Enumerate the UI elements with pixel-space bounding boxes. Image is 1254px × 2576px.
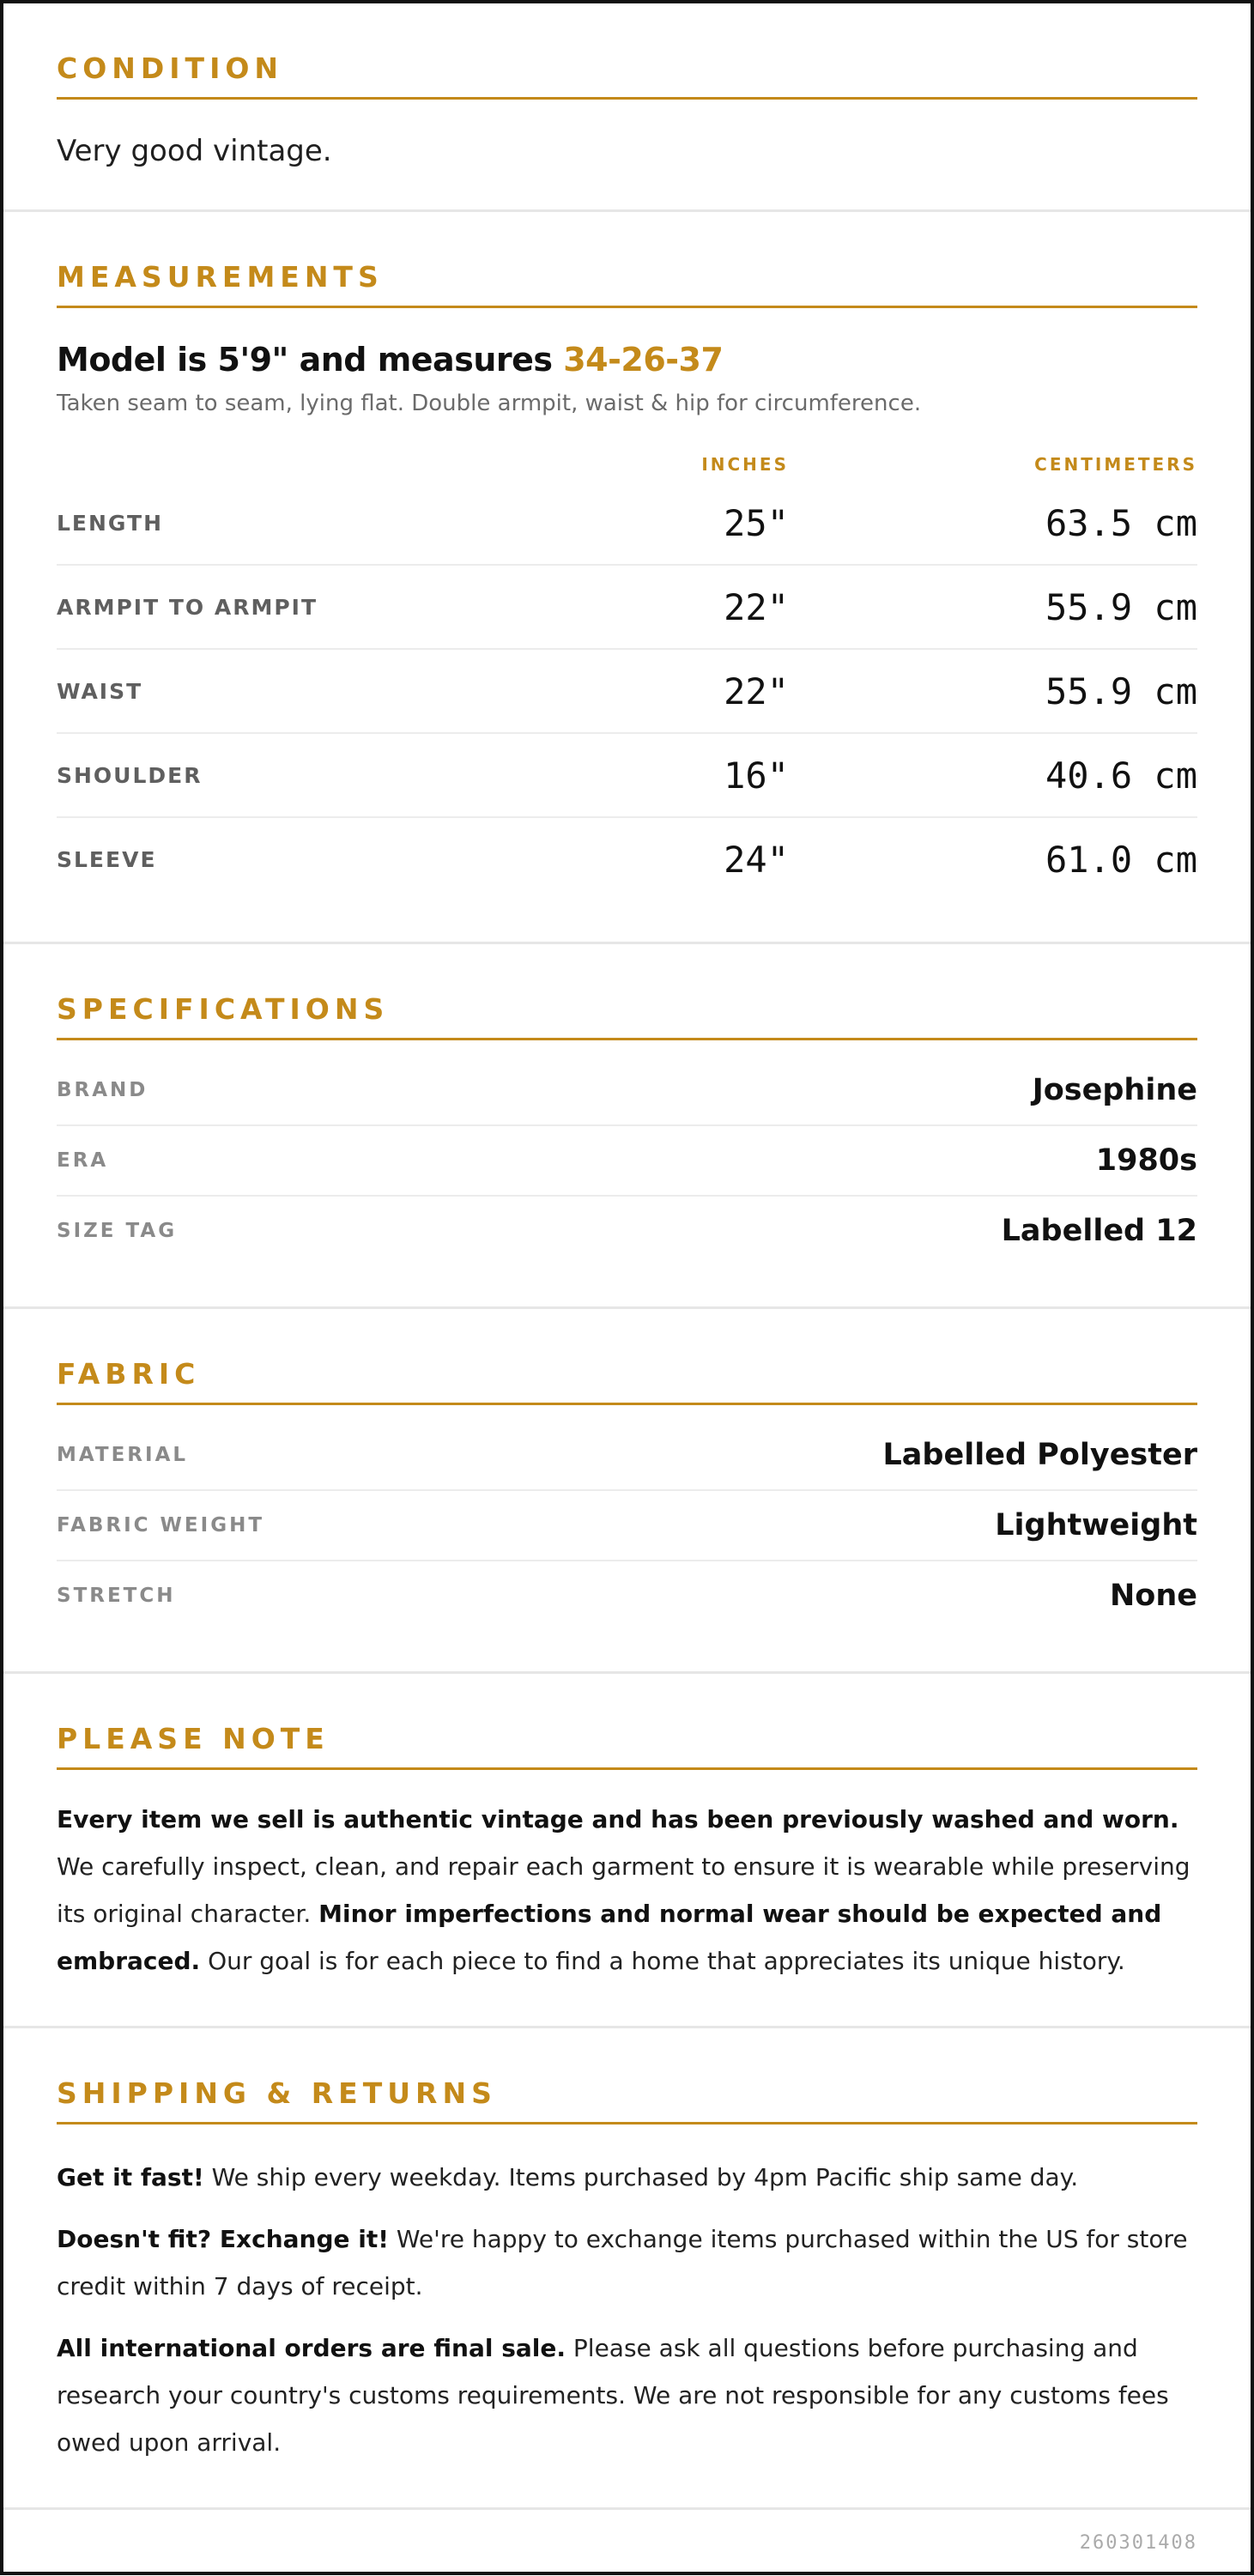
- header-inches: INCHES: [701, 454, 789, 475]
- measurement-label: SLEEVE: [57, 846, 157, 872]
- fabric-key: MATERIAL: [57, 1444, 189, 1466]
- condition-heading: CONDITION: [57, 52, 1197, 100]
- spec-row: [57, 1197, 1197, 1265]
- model-measures: 34-26-37: [563, 341, 724, 379]
- spec-key: SIZE TAG: [57, 1220, 178, 1242]
- fabric-key: STRETCH: [57, 1585, 176, 1607]
- measurements-table: [57, 447, 1197, 900]
- shipping-text: We're happy to exchange items purchased within the US for store credit within 7 days of receipt.: [57, 2225, 1188, 2300]
- shipping-text: Please ask all questions before purchasing and research your country's customs requirements. We are not responsible for any customs fees owed upon arrival.: [57, 2334, 1169, 2457]
- note-bold-2: Minor imperfections and normal wear should be expected and embraced.: [57, 1900, 1162, 1975]
- model-line: [57, 341, 1197, 379]
- shipping-text: We ship every weekday. Items purchased by 4pm Pacific ship same day.: [203, 2163, 1079, 2191]
- measurement-row: [57, 566, 1197, 650]
- measurement-cm: 61.0 cm: [1045, 838, 1197, 881]
- spec-value: Labelled 12: [1001, 1214, 1197, 1248]
- measurement-label: LENGTH: [57, 510, 163, 536]
- note-text-2: Our goal is for each piece to find a home that appreciates its unique history.: [200, 1947, 1125, 1975]
- fabric-list: [57, 1421, 1197, 1630]
- shipping-bold: All international orders are final sale.: [57, 2334, 566, 2362]
- measurement-label: WAIST: [57, 678, 143, 704]
- spec-row: [57, 1056, 1197, 1126]
- fabric-value: Lightweight: [995, 1508, 1197, 1543]
- header-centimeters: CENTIMETERS: [1034, 454, 1197, 475]
- measurement-row: [57, 482, 1197, 566]
- shipping-paragraph: [57, 2215, 1197, 2310]
- note-bold-1: Every item we sell is authentic vintage and has been previously washed and worn.: [57, 1805, 1179, 1834]
- measurement-inches: 16": [724, 754, 789, 797]
- shipping-paragraph: [57, 2154, 1197, 2201]
- measurement-inches: 25": [724, 501, 789, 544]
- shipping-paragraph: [57, 2324, 1197, 2466]
- fabric-heading: FABRIC: [57, 1357, 1197, 1405]
- measurement-inches: 22": [724, 670, 789, 712]
- fabric-row: [57, 1561, 1197, 1630]
- footer: [3, 2510, 1251, 2576]
- measurements-table-header: [57, 447, 1197, 482]
- measurement-inches: 24": [724, 838, 789, 881]
- note-text-1: We carefully inspect, clean, and repair each garment to ensure it is wearable while preserving its original character.: [57, 1852, 1190, 1928]
- measurement-cm: 55.9 cm: [1045, 670, 1197, 712]
- specifications-list: [57, 1056, 1197, 1265]
- condition-text: Very good vintage.: [57, 134, 332, 168]
- specifications-section: [3, 944, 1251, 1309]
- spec-key: BRAND: [57, 1079, 148, 1101]
- fabric-section: [3, 1309, 1251, 1674]
- product-id: 260301408: [1079, 2532, 1197, 2554]
- measurement-row: [57, 650, 1197, 734]
- spec-row: [57, 1126, 1197, 1197]
- condition-section: [3, 3, 1251, 212]
- measurements-section: [3, 212, 1251, 944]
- shipping-bold: Get it fast!: [57, 2163, 204, 2191]
- shipping-content: [57, 2154, 1197, 2466]
- measurement-cm: 63.5 cm: [1045, 501, 1197, 544]
- shipping-heading: SHIPPING & RETURNS: [57, 2076, 1197, 2124]
- shipping-section: [3, 2028, 1251, 2510]
- specifications-heading: SPECIFICATIONS: [57, 992, 1197, 1040]
- measurement-label: SHOULDER: [57, 762, 203, 788]
- spec-value: Josephine: [1032, 1073, 1197, 1107]
- fabric-value: None: [1110, 1579, 1197, 1613]
- note-paragraph: [57, 1796, 1197, 1985]
- fabric-value: Labelled Polyester: [882, 1438, 1197, 1472]
- note-section: [3, 1674, 1251, 2028]
- spec-value: 1980s: [1095, 1143, 1197, 1178]
- shipping-bold: Doesn't fit? Exchange it!: [57, 2225, 389, 2253]
- measurement-row: [57, 818, 1197, 900]
- measurements-subtitle: Taken seam to seam, lying flat. Double armpit, waist & hip for circumference.: [57, 391, 922, 416]
- measurement-cm: 40.6 cm: [1045, 754, 1197, 797]
- measurement-row: [57, 734, 1197, 818]
- measurement-cm: 55.9 cm: [1045, 585, 1197, 628]
- model-prefix: Model is 5'9" and measures: [57, 341, 564, 379]
- note-heading: PLEASE NOTE: [57, 1722, 1197, 1770]
- measurements-heading: MEASUREMENTS: [57, 260, 1197, 308]
- fabric-key: FABRIC WEIGHT: [57, 1514, 265, 1537]
- spec-key: ERA: [57, 1149, 109, 1172]
- measurement-label: ARMPIT TO ARMPIT: [57, 594, 318, 620]
- fabric-row: [57, 1491, 1197, 1561]
- measurement-inches: 22": [724, 585, 789, 628]
- fabric-row: [57, 1421, 1197, 1491]
